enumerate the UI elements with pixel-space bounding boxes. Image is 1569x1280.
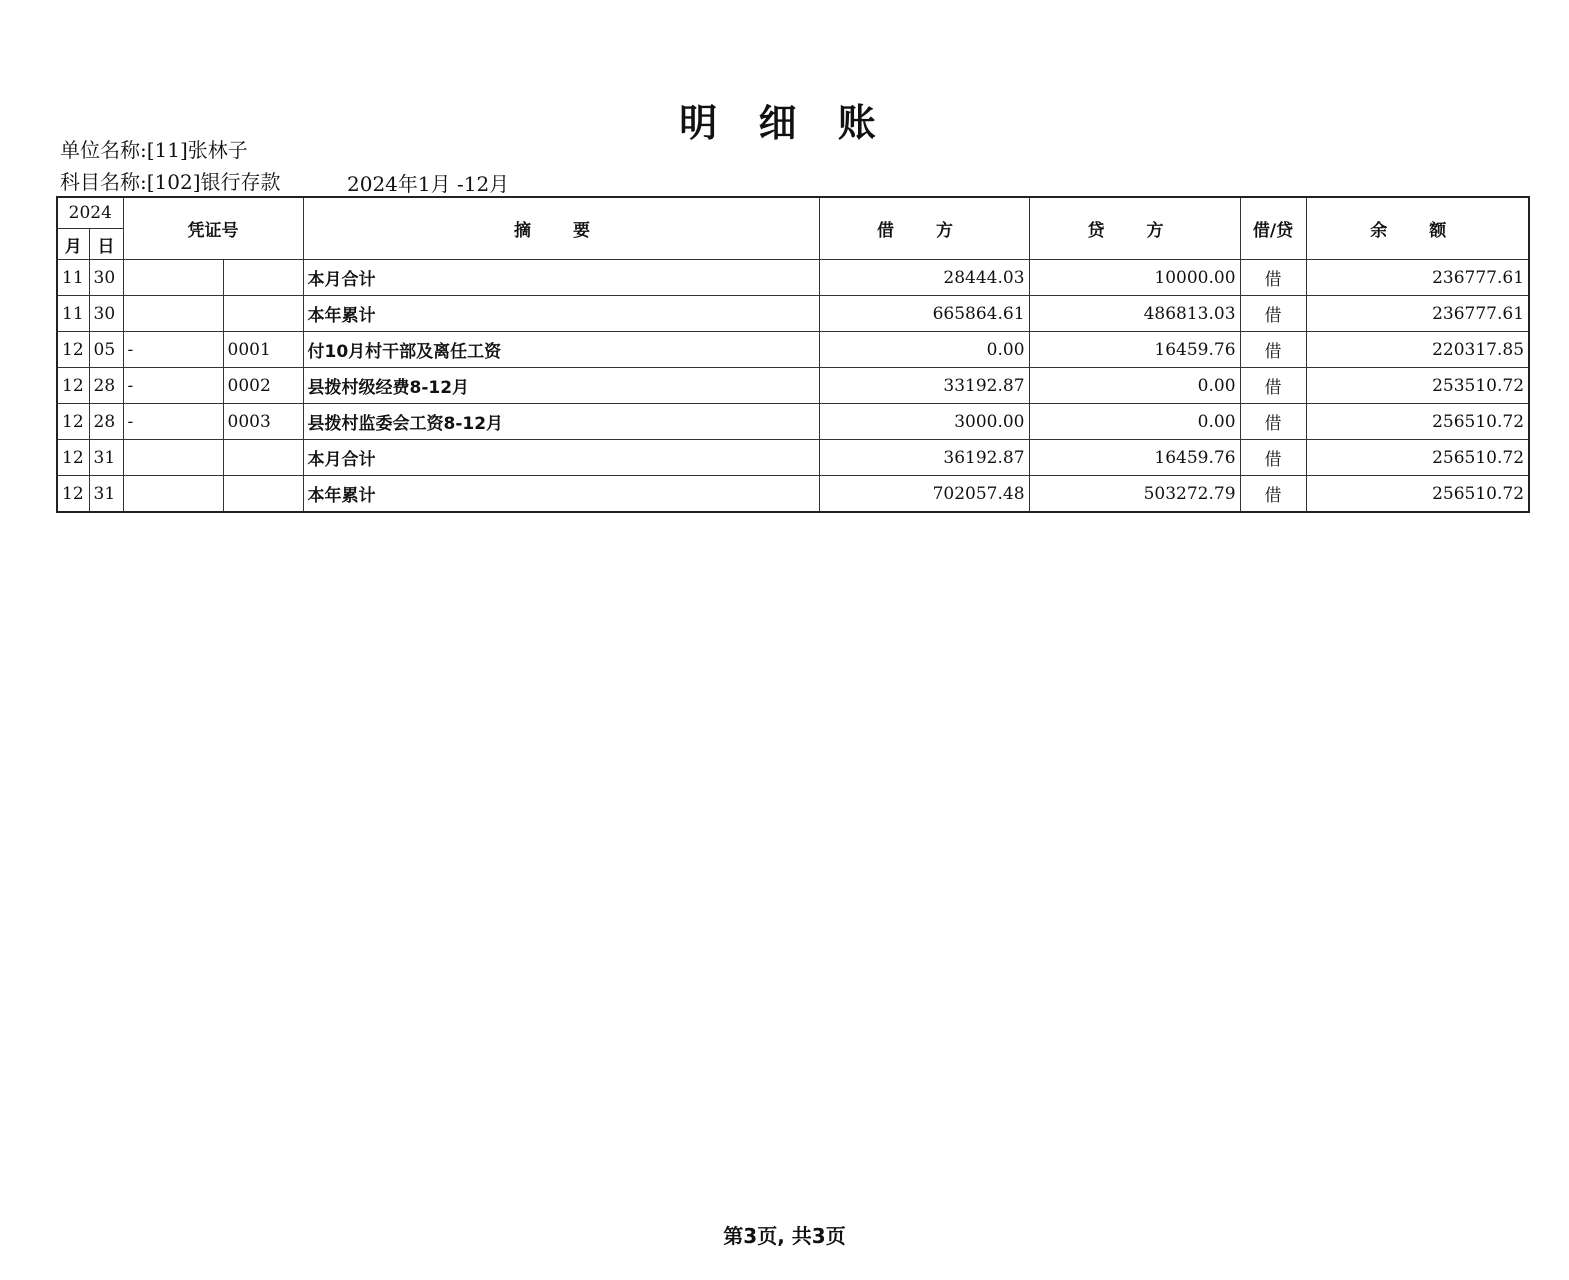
- row-balance: 220317.85: [1306, 332, 1529, 368]
- credit-header: 贷 方: [1029, 197, 1240, 260]
- day-header: 日: [89, 229, 123, 260]
- row-credit: 10000.00: [1029, 260, 1240, 296]
- row-month: 12: [57, 332, 89, 368]
- row-summary: 本年累计: [303, 296, 819, 332]
- row-month: 12: [57, 404, 89, 440]
- table-row: [57, 440, 1529, 476]
- row-month: 11: [57, 296, 89, 332]
- row-voucher-no: [223, 440, 303, 476]
- row-debit: 33192.87: [819, 368, 1029, 404]
- row-balance: 256510.72: [1306, 476, 1529, 513]
- ledger-table: [56, 196, 1530, 513]
- row-balance: 253510.72: [1306, 368, 1529, 404]
- row-debit: 36192.87: [819, 440, 1029, 476]
- table-row: [57, 332, 1529, 368]
- row-day: 05: [89, 332, 123, 368]
- document-title: 明 细 账: [679, 101, 890, 145]
- row-voucher-no: 0001: [223, 332, 303, 368]
- row-voucher-no: 0002: [223, 368, 303, 404]
- row-day: 28: [89, 404, 123, 440]
- month-header: 月: [57, 229, 89, 260]
- row-voucher-type: -: [123, 404, 223, 440]
- table-row: [57, 296, 1529, 332]
- row-credit: 486813.03: [1029, 296, 1240, 332]
- row-day: 30: [89, 296, 123, 332]
- year-header: 2024: [57, 197, 123, 229]
- row-day: 31: [89, 440, 123, 476]
- row-summary: 本月合计: [303, 440, 819, 476]
- dc-header: 借/贷: [1240, 197, 1306, 260]
- row-voucher-type: [123, 476, 223, 513]
- row-voucher-type: [123, 260, 223, 296]
- row-dc: 借: [1240, 296, 1306, 332]
- row-debit: 3000.00: [819, 404, 1029, 440]
- row-credit: 0.00: [1029, 368, 1240, 404]
- row-debit: 0.00: [819, 332, 1029, 368]
- row-dc: 借: [1240, 368, 1306, 404]
- unit-name: 单位名称:[11]张林子: [60, 138, 248, 162]
- row-voucher-no: [223, 296, 303, 332]
- row-balance: 236777.61: [1306, 260, 1529, 296]
- summary-header: 摘 要: [303, 197, 819, 260]
- balance-header: 余 额: [1306, 197, 1529, 260]
- table-row: [57, 368, 1529, 404]
- row-dc: 借: [1240, 260, 1306, 296]
- row-voucher-type: [123, 440, 223, 476]
- row-summary: 县拨村监委会工资8-12月: [303, 404, 819, 440]
- page-number: 第3页, 共3页: [723, 1224, 846, 1248]
- row-balance: 256510.72: [1306, 404, 1529, 440]
- row-dc: 借: [1240, 332, 1306, 368]
- row-summary: 付10月村干部及离任工资: [303, 332, 819, 368]
- table-row: [57, 476, 1529, 513]
- row-balance: 256510.72: [1306, 440, 1529, 476]
- row-summary: 县拨村级经费8-12月: [303, 368, 819, 404]
- row-dc: 借: [1240, 440, 1306, 476]
- table-row: [57, 404, 1529, 440]
- row-day: 30: [89, 260, 123, 296]
- row-debit: 702057.48: [819, 476, 1029, 513]
- row-voucher-type: -: [123, 368, 223, 404]
- row-voucher-no: 0003: [223, 404, 303, 440]
- row-credit: 16459.76: [1029, 440, 1240, 476]
- row-credit: 503272.79: [1029, 476, 1240, 513]
- row-day: 31: [89, 476, 123, 513]
- row-voucher-type: -: [123, 332, 223, 368]
- row-summary: 本月合计: [303, 260, 819, 296]
- subject-name: 科目名称:[102]银行存款: [60, 170, 281, 194]
- row-debit: 665864.61: [819, 296, 1029, 332]
- row-month: 12: [57, 368, 89, 404]
- voucher-header: 凭证号: [123, 197, 303, 260]
- row-day: 28: [89, 368, 123, 404]
- row-balance: 236777.61: [1306, 296, 1529, 332]
- row-summary: 本年累计: [303, 476, 819, 513]
- row-dc: 借: [1240, 404, 1306, 440]
- row-voucher-no: [223, 260, 303, 296]
- row-voucher-no: [223, 476, 303, 513]
- period-range: 2024年1月 -12月: [347, 172, 510, 196]
- debit-header: 借 方: [819, 197, 1029, 260]
- row-month: 12: [57, 440, 89, 476]
- row-voucher-type: [123, 296, 223, 332]
- row-debit: 28444.03: [819, 260, 1029, 296]
- row-month: 12: [57, 476, 89, 513]
- row-month: 11: [57, 260, 89, 296]
- row-dc: 借: [1240, 476, 1306, 513]
- row-credit: 0.00: [1029, 404, 1240, 440]
- table-row: [57, 260, 1529, 296]
- row-credit: 16459.76: [1029, 332, 1240, 368]
